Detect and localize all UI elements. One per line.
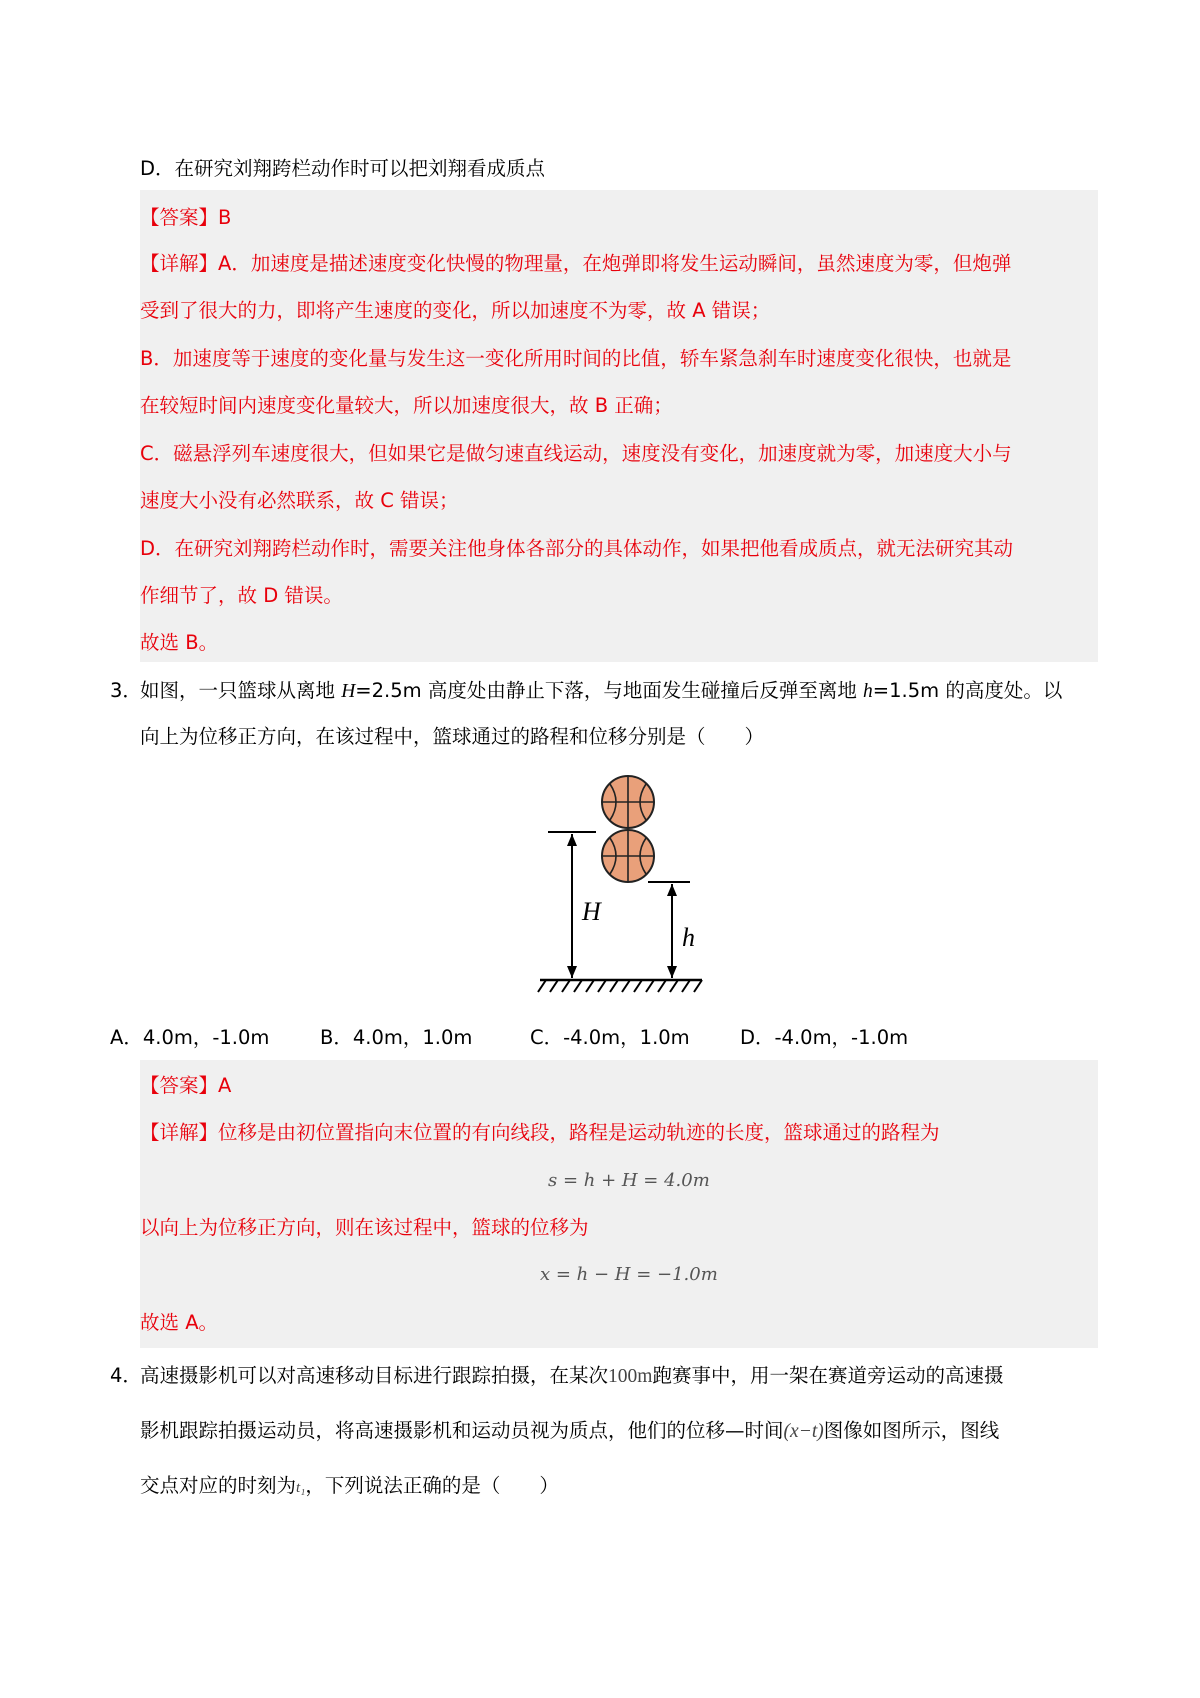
option-d: D．-4.0m，-1.0m (740, 1026, 909, 1049)
q3-detail-line (140, 1120, 940, 1146)
q2-detail-line: 速度大小没有必然联系，故 C 错误； (140, 489, 459, 512)
detail-text: 位移是由初位置指向末位置的有向线段，路程是运动轨迹的长度，篮球通过的路程为 (218, 1121, 940, 1144)
q2-detail-line: 在较短时间内速度变化量较大，所以加速度很大，故 B 正确； (140, 394, 673, 417)
q2-detail-line: C．磁悬浮列车速度很大，但如果它是做匀速直线运动，速度没有变化，加速度就为零，加速度大小与 (140, 442, 1012, 465)
question-4-line3 (140, 1473, 559, 1501)
stem-text: 图像如图所示，图线 (823, 1419, 1000, 1442)
q2-conclusion: 故选 B。 (140, 631, 219, 654)
question-4-number: 4． (110, 1364, 142, 1387)
question-3-number: 3． (110, 679, 142, 702)
formula-path: s = h + H = 4.0m (548, 1170, 710, 1191)
detail-tag: 【详解】 (140, 252, 219, 275)
answer-tag: 【答案】 (140, 206, 219, 229)
question-3-stem (140, 678, 1062, 705)
basketball-figure (530, 770, 710, 1010)
basketball-top (602, 776, 654, 828)
stem-text: =2.5m 高度处由静止下落，与地面发生碰撞后反弹至离地 (355, 679, 864, 702)
detail-text: A．加速度是描述速度变化快慢的物理量，在炮弹即将发生运动瞬间，虽然速度为零，但炮弹 (218, 252, 1012, 275)
q2-detail-line (140, 251, 1011, 277)
stem-text: 影机跟踪拍摄运动员，将高速摄影机和运动员视为质点，他们的位移—时间 (140, 1419, 784, 1442)
q3-answer (140, 1073, 231, 1099)
option-c: C．-4.0m，1.0m (530, 1026, 690, 1049)
q3-conclusion: 故选 A。 (140, 1311, 219, 1334)
label-h: h (682, 923, 695, 952)
stem-var-H: H (341, 681, 356, 702)
answer-value: B (218, 206, 232, 229)
q2-detail-line: 作细节了，故 D 错误。 (140, 584, 343, 607)
question-2-option-d: D．在研究刘翔跨栏动作时可以把刘翔看成质点 (140, 157, 546, 180)
stem-var-h: h (863, 681, 873, 702)
q2-detail-line: 受到了很大的力，即将产生速度的变化，所以加速度不为零，故 A 错误； (140, 299, 771, 322)
label-H: H (582, 897, 601, 926)
option-a: A．4.0m，-1.0m (110, 1026, 270, 1049)
question-4-line1 (140, 1363, 1003, 1390)
question-3-stem-line2: 向上为位移正方向，在该过程中，篮球通过的路程和位移分别是（ ） (140, 725, 765, 748)
q3-answer-box (140, 1060, 1098, 1348)
stem-formula: (x−t) (783, 1421, 824, 1442)
stem-text: 如图，一只篮球从离地 (140, 679, 342, 702)
answer-value: A (218, 1074, 232, 1097)
stem-text: =1.5m 的高度处。以 (872, 679, 1063, 702)
basketball-bottom (602, 830, 654, 882)
ground (538, 980, 702, 992)
detail-tag: 【详解】 (140, 1121, 219, 1144)
stem-text: ，下列说法正确的是（ ） (305, 1474, 559, 1497)
stem-text: 交点对应的时刻为 (140, 1474, 297, 1497)
q2-detail-line: B．加速度等于速度的变化量与发生这一变化所用时间的比值，轿车紧急刹车时速度变化很快，也就是 (140, 347, 1012, 370)
stem-text: 高速摄影机可以对高速移动目标进行跟踪拍摄，在某次 (140, 1364, 609, 1387)
option-b: B．4.0m，1.0m (320, 1026, 473, 1049)
stem-distance: 100m (608, 1366, 653, 1387)
answer-tag: 【答案】 (140, 1074, 219, 1097)
question-4-line2 (140, 1418, 999, 1445)
formula-displacement: x = h − H = −1.0m (540, 1264, 718, 1285)
stem-time: t₁ (296, 1480, 306, 1496)
q2-answer (140, 205, 231, 231)
q3-detail-line: 以向上为位移正方向，则在该过程中，篮球的位移为 (140, 1216, 589, 1239)
q2-detail-line: D．在研究刘翔跨栏动作时，需要关注他身体各部分的具体动作，如果把他看成质点，就无法研究其动 (140, 537, 1014, 560)
stem-text: 跑赛事中，用一架在赛道旁运动的高速摄 (652, 1364, 1004, 1387)
